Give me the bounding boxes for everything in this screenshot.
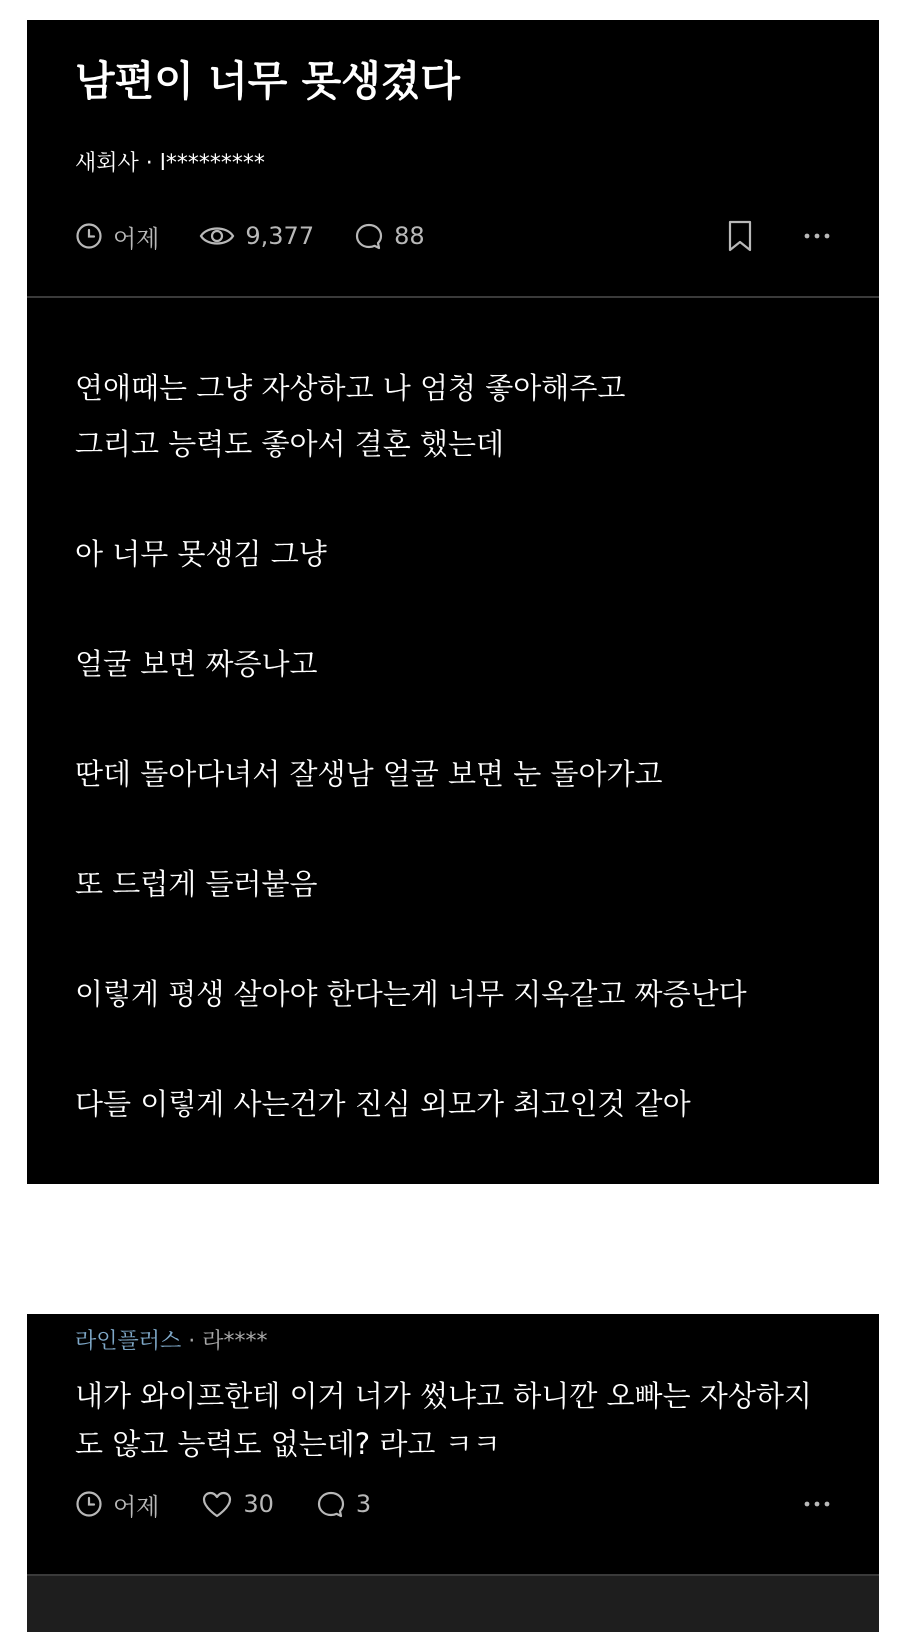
body-line: 연애때는 그냥 자상하고 나 엄청 좋아해주고 — [75, 371, 626, 405]
bookmark-button[interactable] — [727, 220, 753, 252]
comment-bubble-icon — [316, 1490, 346, 1518]
comment-bubble-icon — [354, 222, 384, 250]
post-author: l********* — [159, 151, 265, 176]
bookmark-icon — [727, 220, 753, 252]
comment-time-label: 어제 — [113, 1492, 160, 1521]
comment-like-button[interactable] — [201, 1490, 274, 1518]
post-title: 남편이 너무 못생겼다 — [75, 57, 461, 105]
body-line: 그리고 능력도 좋아서 결혼 했는데 — [75, 427, 505, 461]
more-options-button[interactable] — [803, 232, 831, 240]
heart-icon — [201, 1490, 233, 1518]
post-time-label: 어제 — [113, 224, 160, 253]
clock-icon — [75, 1490, 103, 1518]
next-comment-area — [27, 1576, 879, 1632]
comment-meta-row — [75, 1484, 831, 1524]
comment-more-button[interactable] — [803, 1500, 831, 1508]
post-body — [75, 360, 839, 1132]
comment-company[interactable]: 라인플러스 — [75, 1329, 182, 1354]
more-horizontal-icon — [803, 232, 831, 240]
comment-reply-button[interactable] — [316, 1490, 371, 1518]
comment-card — [27, 1314, 879, 1632]
comment-text-line: 내가 와이프한테 이거 너가 썼냐고 하니깐 오빠는 자상하지 — [75, 1379, 812, 1413]
clock-icon — [75, 222, 103, 250]
body-line: 얼굴 보면 짜증나고 — [75, 647, 318, 681]
body-line: 또 드럽게 들러붙음 — [75, 867, 318, 901]
comment-author: 라**** — [202, 1329, 268, 1354]
eye-icon — [199, 223, 235, 249]
separator-dot: · — [145, 151, 153, 176]
separator-dot: · — [188, 1329, 196, 1354]
body-line: 딴데 돌아다녀서 잘생남 얼굴 보면 눈 돌아가고 — [75, 757, 663, 791]
post-views — [199, 222, 314, 250]
divider — [27, 296, 879, 298]
body-line: 아 너무 못생김 그냥 — [75, 537, 327, 571]
post-meta-row — [75, 216, 831, 256]
post-comments[interactable] — [354, 222, 425, 250]
post-time — [75, 219, 159, 254]
comment-time — [75, 1487, 159, 1522]
body-line: 다들 이렇게 사는건가 진심 외모가 최고인것 같아 — [75, 1087, 691, 1121]
post-author-line — [75, 146, 265, 177]
comment-author-line — [75, 1324, 268, 1355]
comment-text-line: 도 않고 능력도 없는데? 라고 ㅋㅋ — [75, 1427, 501, 1461]
more-horizontal-icon — [803, 1500, 831, 1508]
post-views-count: 9,377 — [245, 222, 315, 250]
body-line: 이렇게 평생 살아야 한다는게 너무 지옥같고 짜증난다 — [75, 977, 747, 1011]
post-card — [27, 20, 879, 1184]
comment-text — [75, 1372, 831, 1468]
post-company[interactable]: 새회사 — [75, 151, 139, 176]
comment-likes-count: 30 — [243, 1490, 274, 1518]
comment-replies-count: 3 — [355, 1490, 372, 1518]
post-comments-count: 88 — [394, 222, 425, 250]
